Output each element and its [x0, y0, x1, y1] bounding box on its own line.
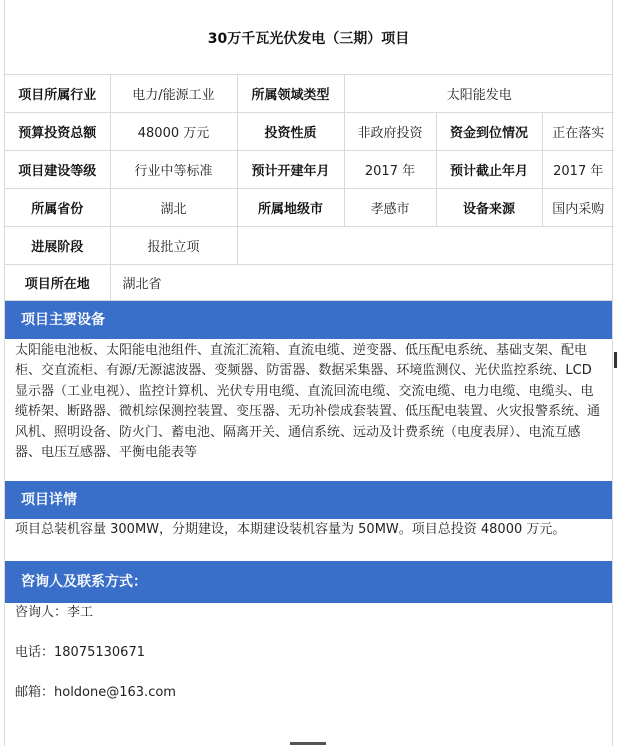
- funding-label: 资金到位情况: [436, 113, 542, 151]
- city-value: 孝感市: [344, 189, 436, 227]
- equipment-text: 太阳能电池板、太阳能电池组件、直流汇流箱、直流电缆、逆变器、低压配电系统、基础支架、配电柜、交直流柜、有源/无源滤波器、变频器、防雷器、数据采集器、环境监测仪、光伏监控系统、LCD显示器（工业电视）、监控计算机、光伏专用电缆、直流回流电缆、交流电缆、电力电缆、电缆头、电缆桥架、断路器、微机综保测控装置、变压器、无功补偿成套装置、低压配电装置、火灾报警系统、通风机、照明设备、防火门、蓄电池、隔离开关、通信系统、远动及计费系统（电度表屏）、电流互感器、电压互感器、平衡电能表等: [15, 343, 601, 461]
- page-title: 30万千瓦光伏发电（三期）项目: [5, 0, 612, 75]
- empty-cell: [237, 227, 614, 265]
- level-label: 项目建设等级: [5, 151, 110, 189]
- table-row: [5, 151, 614, 189]
- scroll-handle[interactable]: [290, 742, 326, 745]
- end-value: 2017 年: [542, 151, 614, 189]
- industry-value: 电力/能源工业: [110, 75, 237, 113]
- domain-label: 所属领域类型: [237, 75, 344, 113]
- contact-person: 咨询人：李工: [15, 605, 94, 620]
- domain-value: 太阳能发电: [344, 75, 614, 113]
- level-value: 行业中等标准: [110, 151, 237, 189]
- location-label: 项目所在地: [5, 265, 110, 301]
- details-header: 项目详情: [5, 481, 612, 519]
- budget-value: 48000 万元: [110, 113, 237, 151]
- funding-value: 正在落实: [542, 113, 614, 151]
- project-info-table: [5, 75, 614, 301]
- details-text: 项目总装机容量 300MW，分期建设，本期建设装机容量为 50MW。项目总投资 48000 万元。: [15, 522, 566, 537]
- province-label: 所属省份: [5, 189, 110, 227]
- start-label: 预计开建年月: [237, 151, 344, 189]
- budget-label: 预算投资总额: [5, 113, 110, 151]
- source-value: 国内采购: [542, 189, 614, 227]
- stage-label: 进展阶段: [5, 227, 110, 265]
- table-row: [5, 265, 614, 301]
- project-page: [4, 0, 613, 746]
- province-value: 湖北: [110, 189, 237, 227]
- table-row: [5, 227, 614, 265]
- industry-label: 项目所属行业: [5, 75, 110, 113]
- end-label: 预计截止年月: [436, 151, 542, 189]
- contact-header: 咨询人及联系方式：: [5, 561, 612, 603]
- location-value: 湖北省: [110, 265, 614, 301]
- city-label: 所属地级市: [237, 189, 344, 227]
- contact-email: 邮箱：holdone@163.com: [15, 685, 176, 700]
- contact-phone: 电话：18075130671: [15, 645, 145, 660]
- invest-type-label: 投资性质: [237, 113, 344, 151]
- start-value: 2017 年: [344, 151, 436, 189]
- table-row: [5, 75, 614, 113]
- table-row: [5, 113, 614, 151]
- invest-type-value: 非政府投资: [344, 113, 436, 151]
- stage-value: 报批立项: [110, 227, 237, 265]
- table-row: [5, 189, 614, 227]
- source-label: 设备来源: [436, 189, 542, 227]
- equipment-header: 项目主要设备: [5, 301, 612, 339]
